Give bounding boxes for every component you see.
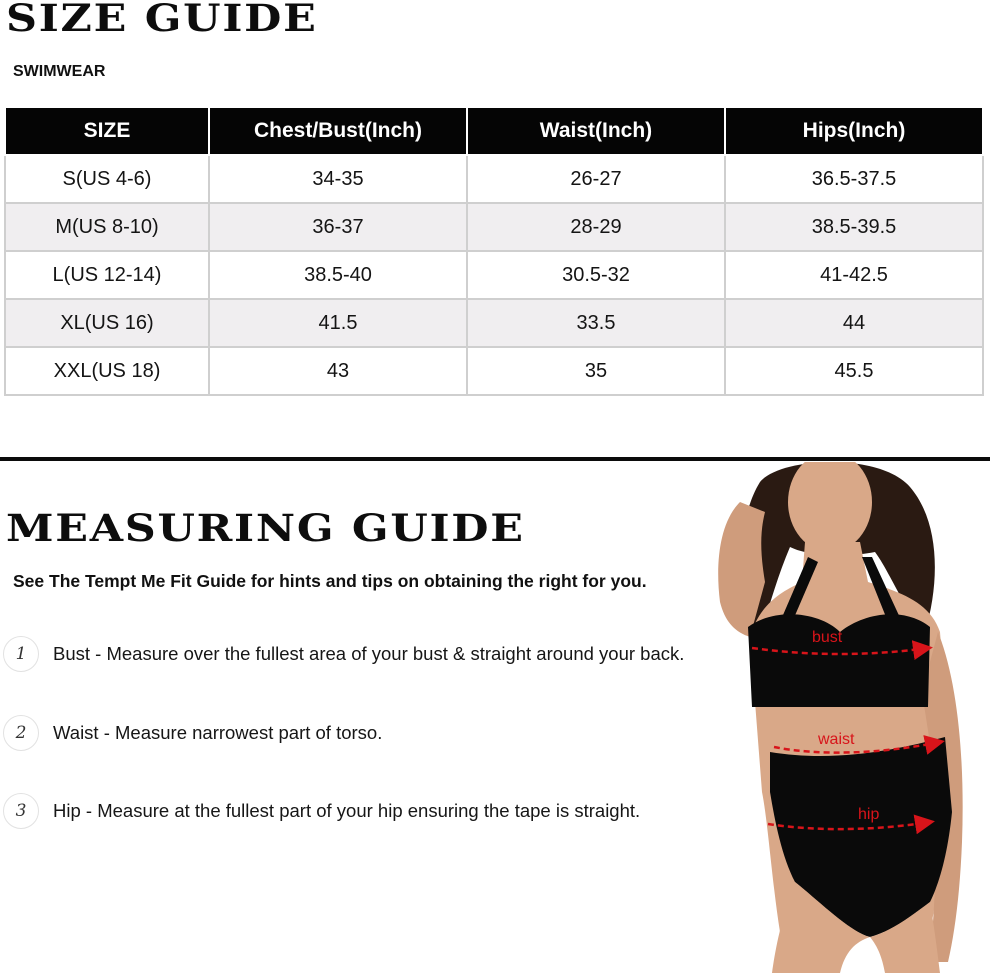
waist-label: waist [818,731,855,748]
step-hip [3,792,640,830]
hips-cell: 36.5-37.5 [725,155,983,203]
waist-cell: 33.5 [467,299,725,347]
hips-cell: 45.5 [725,347,983,395]
section-divider [0,457,990,461]
bust-cell: 41.5 [209,299,467,347]
header-chest-bust: Chest/Bust(Inch) [209,107,467,155]
bust-cell: 36-37 [209,203,467,251]
table-row [5,155,983,203]
table-row [5,251,983,299]
bust-cell: 34-35 [209,155,467,203]
bust-cell: 38.5-40 [209,251,467,299]
header-hips: Hips(Inch) [725,107,983,155]
size-cell: XL(US 16) [5,299,209,347]
table-header-row [5,107,983,155]
step-waist [3,714,382,752]
waist-cell: 26-27 [467,155,725,203]
step-text: Waist - Measure narrowest part of torso. [53,722,383,743]
category-label: SWIMWEAR [13,63,106,80]
header-size: SIZE [5,107,209,155]
step-number-badge: 3 [3,793,39,829]
header-waist: Waist(Inch) [467,107,725,155]
bust-cell: 43 [209,347,467,395]
size-table [4,106,984,396]
waist-cell: 35 [467,347,725,395]
size-cell: L(US 12-14) [5,251,209,299]
model-figure-illustration [690,462,1000,973]
step-number-badge: 1 [3,636,39,672]
hips-cell: 38.5-39.5 [725,203,983,251]
table-row [5,203,983,251]
size-cell: XXL(US 18) [5,347,209,395]
table-row [5,299,983,347]
size-guide-title: SIZE GUIDE [6,0,318,40]
measuring-guide-title: MEASURING GUIDE [6,506,525,550]
step-number-badge: 2 [3,715,39,751]
measuring-intro: See The Tempt Me Fit Guide for hints and tips on obtaining the right for you. [13,571,647,591]
bust-label: bust [812,629,843,646]
step-text: Hip - Measure at the fullest part of your hip ensuring the tape is straight. [53,800,641,821]
hips-cell: 41-42.5 [725,251,983,299]
waist-cell: 28-29 [467,203,725,251]
step-bust [3,635,684,673]
size-cell: S(US 4-6) [5,155,209,203]
hip-label: hip [858,806,880,823]
table-row [5,347,983,395]
hips-cell: 44 [725,299,983,347]
size-cell: M(US 8-10) [5,203,209,251]
step-text: Bust - Measure over the fullest area of your bust & straight around your back. [53,643,685,664]
waist-cell: 30.5-32 [467,251,725,299]
